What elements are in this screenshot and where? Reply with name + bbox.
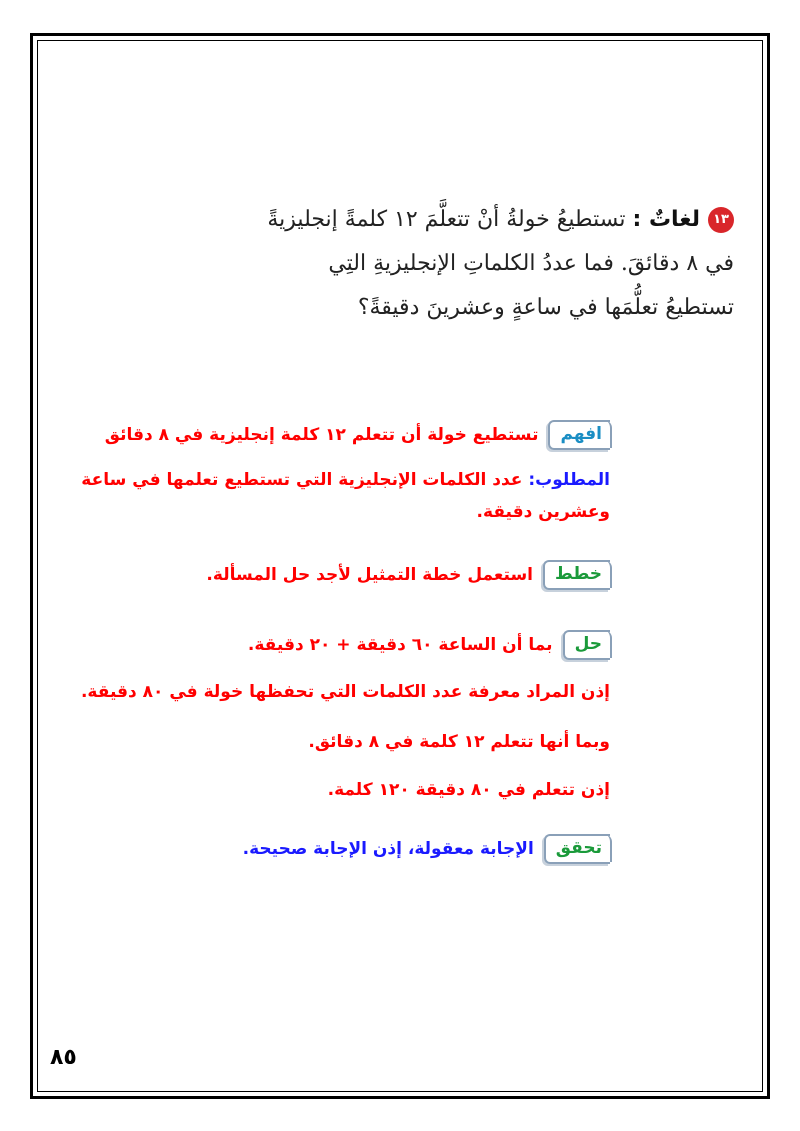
plan-text: استعمل خطة التمثيل لأجد حل المسألة. [206, 565, 533, 585]
plan-row [10, 560, 610, 590]
required-label: المطلوب: [528, 470, 610, 490]
solve-row-1 [10, 630, 610, 660]
plan-tag: خطط [543, 560, 610, 590]
problem-line-3: تستطيعُ تعلُّمَها في ساعةٍ وعشرينَ دقيقةً؟ [357, 295, 734, 320]
problem-line-1 [214, 198, 734, 242]
understand-tag: افهم [548, 420, 610, 450]
problem-text-1: تستطيعُ خولةُ أنْ تتعلَّمَ ١٢ كلمةً إنجليزيةً [267, 207, 626, 232]
solve-text-2: إذن المراد معرفة عدد الكلمات التي تحفظها خولة في ٨٠ دقيقة. [80, 682, 610, 702]
page-number: ٨٥ [50, 1045, 77, 1070]
problem-number-badge: ١٣ [708, 207, 734, 233]
understand-required-row [10, 466, 610, 494]
problem-statement [214, 198, 734, 330]
problem-topic: لغاتٌ : [632, 207, 700, 232]
check-text: الإجابة معقولة، إذن الإجابة صحيحة. [242, 839, 534, 859]
problem-line-2: في ٨ دقائقَ. فما عددُ الكلماتِ الإنجليزيةِ التِي [328, 251, 734, 276]
check-tag: تحقق [544, 834, 610, 864]
solve-text-4: إذن تتعلم في ٨٠ دقيقة ١٢٠ كلمة. [327, 780, 610, 800]
check-row [10, 834, 610, 864]
solve-text-1: بما أن الساعة ٦٠ دقيقة + ٢٠ دقيقة. [247, 635, 553, 655]
understand-given-row [10, 420, 610, 450]
solve-tag: حل [563, 630, 610, 660]
understand-given: تستطيع خولة أن تتعلم ١٢ كلمة إنجليزية في ٨ دقائق [104, 425, 539, 445]
required-text-1: عدد الكلمات الإنجليزية التي تستطيع تعلمها في ساعة [81, 470, 523, 490]
solve-text-3: وبما أنها تتعلم ١٢ كلمة في ٨ دقائق. [308, 732, 610, 752]
required-text-2: وعشرين دقيقة. [476, 502, 610, 522]
